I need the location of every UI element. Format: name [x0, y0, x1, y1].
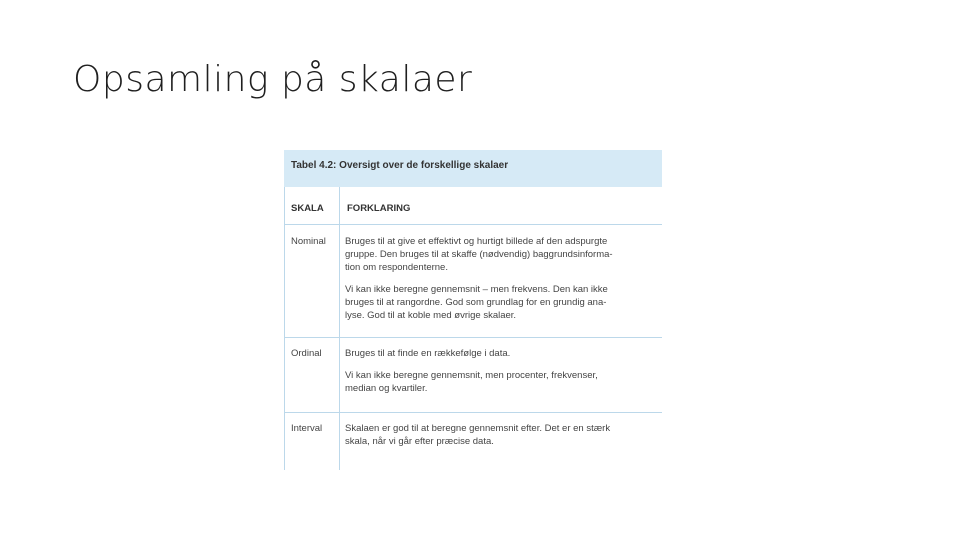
text-line: lyse. God til at koble med øvrige skalaer. — [345, 310, 517, 321]
skala-cell: Interval — [291, 423, 323, 434]
explanation-paragraph — [345, 283, 659, 322]
header-forklaring: FORKLARING — [347, 203, 411, 214]
text-line: gruppe. Den bruges til at skaffe (nødvendig) baggrundsinforma- — [345, 249, 613, 260]
explanation-paragraph — [345, 422, 659, 448]
table-caption-bar — [284, 150, 662, 187]
column-divider — [339, 187, 340, 470]
explanation-paragraph — [345, 235, 659, 274]
text-line: Vi kan ikke beregne gennemsnit, men procenter, frekvenser, — [345, 370, 598, 381]
explanation-paragraph — [345, 369, 659, 395]
text-line: Vi kan ikke beregne gennemsnit – men frekvens. Den kan ikke — [345, 284, 608, 295]
text-line: Bruges til at finde en rækkefølge i data. — [345, 348, 511, 359]
row-rule — [284, 412, 662, 413]
skala-cell: Ordinal — [291, 348, 322, 359]
header-skala: SKALA — [291, 203, 324, 214]
skala-cell: Nominal — [291, 236, 326, 247]
scale-overview-table — [284, 150, 662, 470]
table-caption: Tabel 4.2: Oversigt over de forskellige skalaer — [291, 160, 509, 171]
explanation-paragraph — [345, 347, 659, 360]
text-line: skala, når vi går efter præcise data. — [345, 436, 494, 447]
text-line: median og kvartiler. — [345, 383, 428, 394]
header-rule — [284, 224, 662, 225]
text-line: Skalaen er god til at beregne gennemsnit efter. Det er en stærk — [345, 423, 611, 434]
table-left-border — [284, 187, 285, 470]
slide-title: Opsamling på skalaer — [73, 59, 473, 100]
row-rule — [284, 337, 662, 338]
text-line: Bruges til at give et effektivt og hurtigt billede af den adspurgte — [345, 236, 608, 247]
text-line: tion om respondenterne. — [345, 262, 448, 273]
text-line: bruges til at rangordne. God som grundlag for en grundig ana- — [345, 297, 607, 308]
